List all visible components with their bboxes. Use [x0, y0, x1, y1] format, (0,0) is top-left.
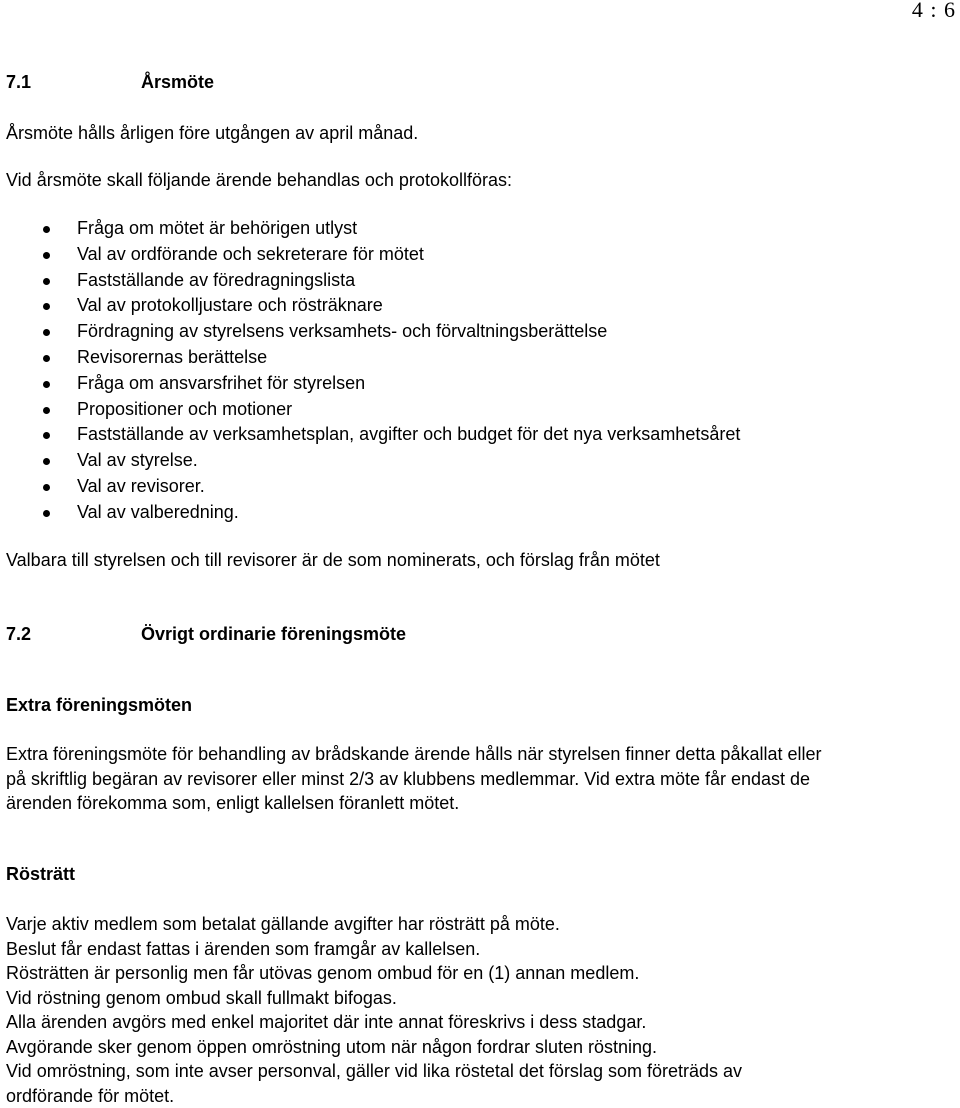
page-number: 4 : 6 — [912, 0, 956, 23]
paragraph-line: på skriftlig begäran av revisorer eller minst 2/3 av klubbens medlemmar. Vid extra möte får endast de — [6, 767, 821, 792]
paragraph-line: Avgörande sker genom öppen omröstning utom när någon fordrar sluten röstning. — [6, 1035, 742, 1060]
bullet-icon — [43, 252, 50, 259]
agenda-item-text: Fördragning av styrelsens verksamhets- och förvaltningsberättelse — [77, 321, 607, 341]
extra-meetings-paragraph — [6, 742, 821, 816]
paragraph-line: ärenden förekomma som, enligt kallelsen föranlett mötet. — [6, 791, 821, 816]
list-item — [0, 397, 740, 423]
agenda-item-text: Fråga om mötet är behörigen utlyst — [77, 218, 357, 238]
voting-rights-paragraph — [6, 912, 742, 1108]
list-item — [0, 345, 740, 371]
section-7-1-title: Årsmöte — [141, 70, 214, 94]
paragraph-line: Rösträtten är personlig men får utövas genom ombud för en (1) annan medlem. — [6, 961, 742, 986]
bullet-icon — [43, 355, 50, 362]
bullet-icon — [43, 226, 50, 233]
paragraph-line: Alla ärenden avgörs med enkel majoritet där inte annat föreskrivs i dess stadgar. — [6, 1010, 742, 1035]
paragraph-line: Vid röstning genom ombud skall fullmakt bifogas. — [6, 986, 742, 1011]
bullet-icon — [43, 432, 50, 439]
paragraph-line: Vid omröstning, som inte avser personval, gäller vid lika röstetal det förslag som företräds av — [6, 1059, 742, 1084]
list-item — [0, 216, 740, 242]
bullet-icon — [43, 458, 50, 465]
agenda-item-text: Val av valberedning. — [77, 502, 239, 522]
list-item — [0, 474, 740, 500]
agenda-item-text: Val av revisorer. — [77, 476, 205, 496]
agenda-item-text: Val av styrelse. — [77, 450, 198, 470]
paragraph-line: ordförande för mötet. — [6, 1084, 742, 1108]
bullet-icon — [43, 484, 50, 491]
extra-meetings-heading: Extra föreningsmöten — [6, 693, 192, 717]
agenda-list — [0, 216, 740, 526]
section-7-1-number: 7.1 — [6, 70, 31, 94]
voting-rights-heading: Rösträtt — [6, 862, 75, 886]
paragraph-line: Varje aktiv medlem som betalat gällande avgifter har rösträtt på möte. — [6, 912, 742, 937]
agenda-item-text: Fastställande av verksamhetsplan, avgifter och budget för det nya verksamhetsåret — [77, 424, 740, 444]
agenda-item-text: Fastställande av föredragningslista — [77, 270, 355, 290]
agenda-item-text: Revisorernas berättelse — [77, 347, 267, 367]
bullet-icon — [43, 303, 50, 310]
bullet-icon — [43, 407, 50, 414]
agenda-item-text: Val av protokolljustare och rösträknare — [77, 295, 383, 315]
paragraph-line: Extra föreningsmöte för behandling av brådskande ärende hålls när styrelsen finner detta påkallat eller — [6, 742, 821, 767]
list-item — [0, 422, 740, 448]
agenda-item-text: Val av ordförande och sekreterare för mötet — [77, 244, 424, 264]
annual-meeting-intro: Årsmöte hålls årligen före utgången av april månad. — [6, 121, 418, 145]
bullet-icon — [43, 510, 50, 517]
list-item — [0, 319, 740, 345]
bullet-icon — [43, 329, 50, 336]
agenda-item-text: Fråga om ansvarsfrihet för styrelsen — [77, 373, 365, 393]
list-item — [0, 371, 740, 397]
list-item — [0, 293, 740, 319]
paragraph-line: Beslut får endast fattas i ärenden som framgår av kallelsen. — [6, 937, 742, 962]
list-item — [0, 268, 740, 294]
section-7-2-title: Övrigt ordinarie föreningsmöte — [141, 622, 406, 646]
agenda-item-text: Propositioner och motioner — [77, 399, 292, 419]
list-item — [0, 242, 740, 268]
agenda-intro: Vid årsmöte skall följande ärende behandlas och protokollföras: — [6, 168, 512, 192]
section-7-2-number: 7.2 — [6, 622, 31, 646]
eligibility-note: Valbara till styrelsen och till revisorer är de som nominerats, och förslag från mötet — [6, 548, 660, 572]
bullet-icon — [43, 381, 50, 388]
bullet-icon — [43, 278, 50, 285]
list-item — [0, 448, 740, 474]
list-item — [0, 500, 740, 526]
